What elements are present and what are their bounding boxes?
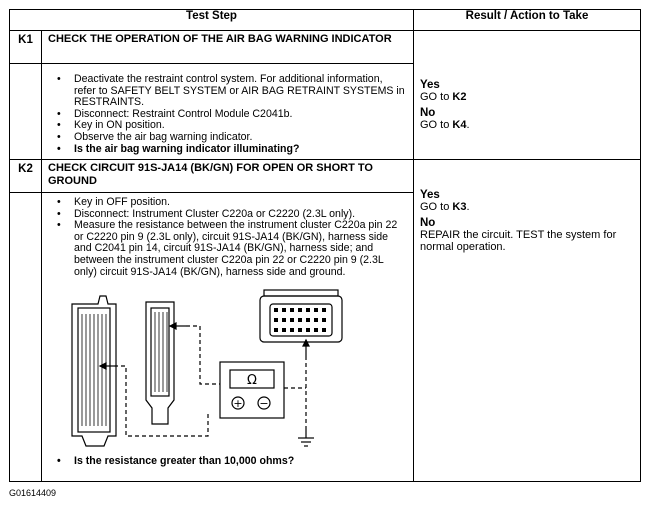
step-title-k2: CHECK CIRCUIT 91S-JA14 (BK/GN) FOR OPEN OR SHORT TO GROUND <box>42 160 414 193</box>
yes-label-k2: Yes <box>420 189 440 201</box>
k2-question: • Is the resistance greater than 10,000 ohms? <box>74 456 407 468</box>
k2-id-spacer <box>10 193 42 482</box>
k2-step: • Key in OFF position. <box>74 197 407 209</box>
table-header <box>10 10 641 31</box>
figure-code: G01614409 <box>9 488 57 498</box>
multimeter-icon <box>220 362 284 418</box>
yes-action-k1: GO to K2 <box>420 91 467 103</box>
k1-step-list <box>50 74 407 155</box>
connector-square-illustration <box>260 290 342 342</box>
result-k2 <box>414 160 641 482</box>
step-id-k1: K1 <box>10 31 42 64</box>
k2-question-list <box>50 456 407 468</box>
k2-step-list <box>50 197 407 278</box>
no-action-k2: REPAIR the circuit. TEST the system for normal operation. <box>420 229 617 253</box>
connector-wiring-diagram <box>50 284 410 452</box>
result-k1 <box>414 31 641 160</box>
no-label-k1: No <box>420 107 436 119</box>
no-action-k1: GO to K4. <box>420 119 470 131</box>
steps-k2 <box>42 193 414 482</box>
ground-icon <box>298 430 314 446</box>
meter-ohm-symbol: Ω <box>247 373 257 389</box>
meter-minus-symbol: − <box>259 397 269 411</box>
k2-step: • Measure the resistance between the instrument cluster C220a pin 22 or C2220 pin 9 (2.3L only), circuit 91S-JA14 (BK/GN), harness side and C2041 pin 14, circuit 91S-JA14 (BK/GN), harness side; and between the instrument cluster C220a pin 22 or C2220 pin 9 (2.3L only) circuit 91S-JA14 (BK/GN), harness side and ground. <box>74 220 407 278</box>
k1-step: • Observe the air bag warning indicator. <box>74 132 407 144</box>
yes-action-k2: GO to K3. <box>420 201 470 213</box>
k1-step: • Key in ON position. <box>74 120 407 132</box>
step-title-k1: CHECK THE OPERATION OF THE AIR BAG WARNING INDICATOR <box>42 31 414 64</box>
yes-label-k1: Yes <box>420 79 440 91</box>
k1-step: • Disconnect: Restraint Control Module C2041b. <box>74 109 407 121</box>
k1-title-row <box>10 31 641 64</box>
k1-question: • Is the air bag warning indicator illuminating? <box>74 144 407 156</box>
no-label-k2: No <box>420 217 436 229</box>
diagnostic-table <box>9 9 641 482</box>
k1-step: • Deactivate the restraint control system. For additional information, refer to SAFETY BELT SYSTEM or AIR BAG RETRAINT SYSTEMS in RESTRAINTS. <box>74 74 407 109</box>
k1-id-spacer <box>10 64 42 160</box>
steps-k1 <box>42 64 414 160</box>
step-id-k2: K2 <box>10 160 42 193</box>
meter-plus-symbol: + <box>233 397 243 411</box>
connector-c2041-illustration <box>72 296 116 446</box>
k2-title-row <box>10 160 641 193</box>
connector-c220a-illustration <box>146 302 174 424</box>
k2-step: • Disconnect: Instrument Cluster C220a or C2220 (2.3L only). <box>74 209 407 221</box>
header-result: Result / Action to Take <box>414 10 641 31</box>
header-test-step: Test Step <box>10 10 414 31</box>
